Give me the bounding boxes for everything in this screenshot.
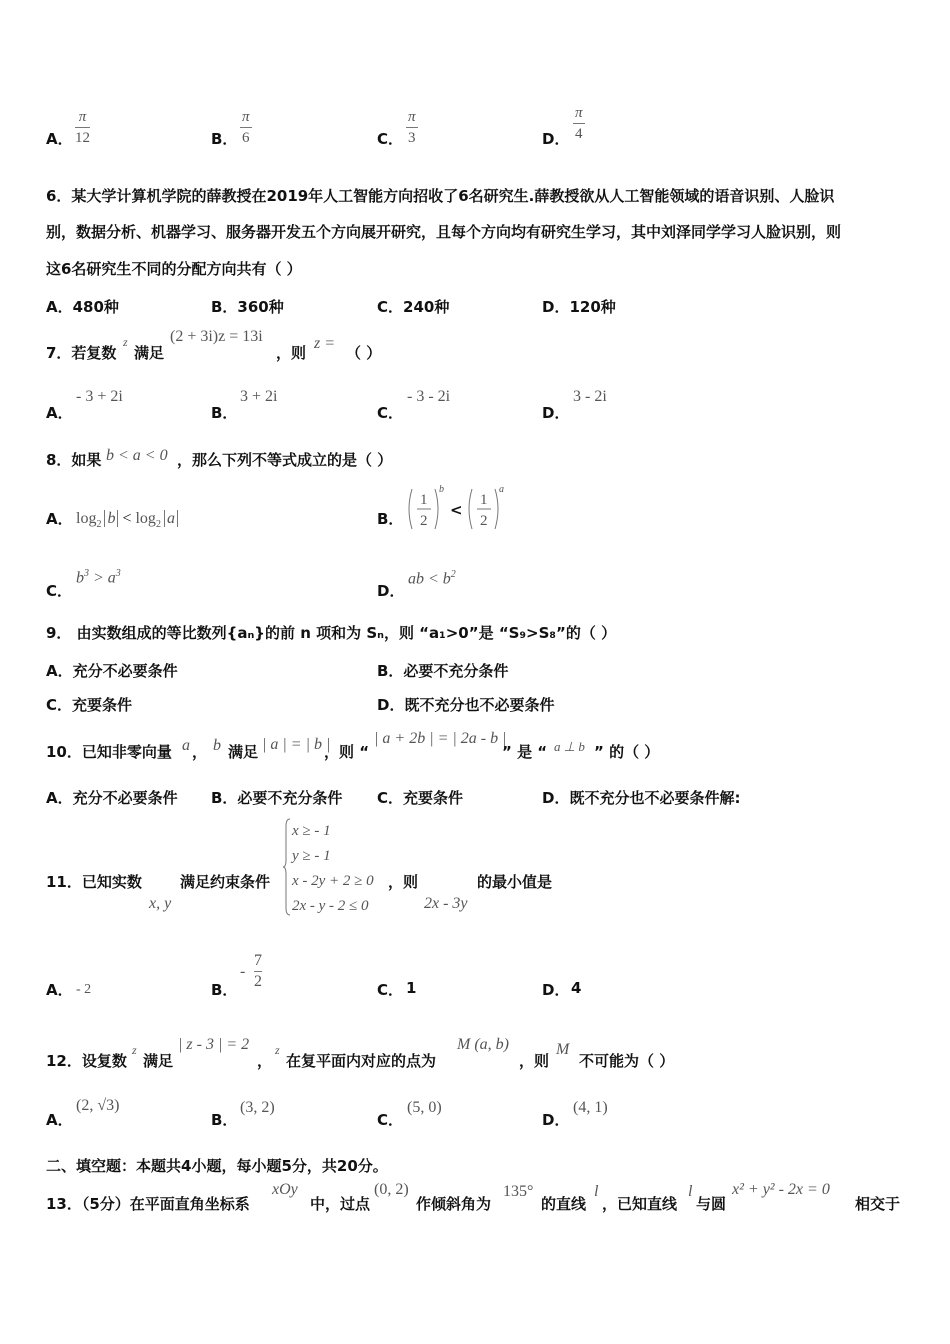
q5-option-c-fraction — [406, 109, 418, 146]
q6-stem-line2: 别，数据分析、机器学习、服务器开发五个方向展开研究，且每个方向均有研究生学习，其中刘泽同学学习人脸识别，则 — [46, 223, 842, 241]
lt-sign: < — [450, 501, 463, 519]
q11-brace — [283, 818, 291, 916]
log-base: 2 — [155, 519, 161, 531]
q11-option-a-value: - 2 — [76, 982, 92, 997]
q13-line-l2: l — [688, 1183, 693, 1200]
q10-end: ” 的（ ） — [594, 743, 660, 761]
q12-sep: ， — [257, 1052, 273, 1070]
fraction-numerator: π — [242, 109, 250, 125]
frac-den-1: 2 — [420, 513, 428, 529]
less-than: < — [122, 510, 132, 527]
constraint-3: x - 2y + 2 ≥ 0 — [292, 873, 374, 889]
q5-option-d-fraction — [573, 105, 585, 142]
q12-option-b-letter: B． — [211, 1111, 238, 1129]
q12-then: ，则 — [519, 1052, 550, 1070]
q11-mid: 满足约束条件 — [180, 873, 271, 891]
q11-prefix: 11．已知实数 — [46, 873, 142, 891]
q12-variable-z: z — [132, 1043, 137, 1057]
q6-option-c: C．240种 — [377, 298, 450, 316]
q10-vector-a: a — [182, 737, 190, 754]
q12-condition: | z - 3 | = 2 — [178, 1036, 250, 1053]
fraction-numerator: π — [575, 105, 583, 121]
q12-option-b-value: (3, 2) — [240, 1099, 275, 1116]
q11-option-d-value: 4 — [571, 979, 582, 997]
q12-option-a-letter: A． — [46, 1111, 73, 1129]
q11-option-b-letter: B． — [211, 981, 238, 999]
q13-mid5: 与圆 — [696, 1195, 727, 1213]
q11-option-b-fraction — [254, 953, 262, 990]
q13-system: xOy — [272, 1181, 298, 1198]
exp-3: 3 — [115, 568, 121, 579]
q11-option-d-letter: D． — [542, 981, 570, 999]
q11-constraints — [292, 819, 374, 919]
q7-option-d-letter: D． — [542, 404, 570, 422]
q12-mid2: 在复平面内对应的点为 — [286, 1052, 437, 1070]
q7-option-d-value: 3 - 2i — [573, 388, 607, 405]
q12-point: M (a, b) — [457, 1036, 509, 1053]
fraction-denominator: 2 — [254, 973, 262, 990]
q12-prefix: 12．设复数 — [46, 1052, 127, 1070]
q10-then: ，则 “ — [324, 743, 370, 761]
section-2-heading: 二、填空题：本题共4小题，每小题5分，共20分。 — [46, 1157, 388, 1175]
fraction-denominator: 3 — [408, 130, 416, 146]
q7-then: ，则 — [276, 344, 307, 362]
q7-ask: z = — [314, 335, 336, 352]
q10-condition: | a | = | b | — [262, 736, 331, 753]
q7-option-a-value: - 3 + 2i — [76, 388, 123, 405]
q8-option-a-expression — [76, 510, 178, 530]
frac-den-2: 2 — [480, 513, 488, 529]
q6-option-d: D．120种 — [542, 298, 616, 316]
less-than: < — [428, 570, 439, 588]
q9-option-d: D．既不充分也不必要条件 — [377, 696, 555, 714]
q8-option-a-letter: A． — [46, 510, 73, 528]
q10-is: ” 是 “ — [502, 743, 548, 761]
q11-option-c-letter: C． — [377, 981, 404, 999]
frac-num-1: 1 — [420, 492, 428, 508]
log-text: log — [76, 510, 97, 527]
q10-equation: | a + 2b | = | 2a - b | — [374, 730, 507, 747]
q10-perp: a ⊥ b — [554, 739, 585, 754]
q12-point-m: M — [556, 1041, 570, 1058]
q12-option-a-value: (2, √3) — [76, 1097, 120, 1114]
q9-stem: 9． 由实数组成的等比数列{aₙ}的前 n 项和为 Sₙ，则 “a₁>0”是 “S₉>S₈”的（ ） — [46, 624, 617, 642]
q7-option-b-value: 3 + 2i — [240, 388, 278, 405]
q8-condition: b < a < 0 — [106, 447, 168, 464]
q10-sep: ， — [192, 743, 208, 761]
q10-option-c: C．充要条件 — [377, 789, 464, 807]
q8-suffix: ，那么下列不等式成立的是（ ） — [177, 451, 393, 469]
q7-option-c-value: - 3 - 2i — [407, 388, 451, 405]
fraction-numerator: 7 — [254, 952, 262, 969]
constraint-4: 2x - y - 2 ≤ 0 — [292, 898, 369, 914]
q9-option-a: A．充分不必要条件 — [46, 662, 178, 680]
q13-end: 相交于 — [855, 1195, 901, 1213]
q12-end: 不可能为（ ） — [579, 1052, 675, 1070]
q8-option-d-expression — [408, 569, 456, 588]
exp-2: a — [499, 484, 504, 495]
product-ab: ab — [408, 570, 424, 588]
q10-option-d: D．既不充分也不必要条件解: — [542, 789, 741, 807]
base-b: b — [76, 569, 84, 587]
greater-than: > — [93, 569, 104, 587]
q7-mid: 满足 — [134, 344, 165, 362]
q7-equation: (2 + 3i)z = 13i — [170, 328, 263, 345]
base-b: b — [442, 570, 451, 588]
q10-option-b: B．必要不充分条件 — [211, 789, 343, 807]
q13-mid1: 中，过点 — [310, 1195, 371, 1213]
q11-variables: x, y — [149, 895, 172, 912]
q6-stem-line3: 这6名研究生不同的分配方向共有（ ） — [46, 260, 302, 278]
q13-mid3: 的直线 — [541, 1195, 587, 1213]
q10-mid: 满足 — [228, 743, 259, 761]
q5-option-c-letter: C． — [377, 130, 404, 148]
q5-option-d-letter: D． — [542, 130, 570, 148]
frac-num-2: 1 — [480, 492, 488, 508]
fraction-numerator: π — [408, 109, 416, 125]
q8-option-c-letter: C． — [46, 582, 73, 600]
q5-option-b-letter: B． — [211, 130, 238, 148]
q12-mid: 满足 — [143, 1052, 174, 1070]
exp-1: b — [439, 484, 444, 495]
fraction-denominator: 12 — [75, 130, 90, 146]
abs-value-a: a — [164, 510, 178, 527]
q10-vector-b: b — [213, 737, 221, 754]
q12-option-d-value: (4, 1) — [573, 1099, 608, 1116]
q11-option-a-letter: A． — [46, 981, 73, 999]
q8-option-b-expression — [405, 484, 510, 538]
q7-option-c-letter: C． — [377, 404, 404, 422]
exp-3: 3 — [84, 568, 89, 579]
q13-prefix: 13．（5分）在平面直角坐标系 — [46, 1195, 250, 1213]
q5-option-a-letter: A． — [46, 130, 73, 148]
brace-icon — [283, 818, 291, 916]
abs-value-b: b — [104, 510, 118, 527]
q9-option-c: C．充要条件 — [46, 696, 133, 714]
q10-option-a: A．充分不必要条件 — [46, 789, 178, 807]
q7-paren: （ ） — [346, 344, 382, 362]
q13-line-l: l — [594, 1183, 599, 1200]
q11-then: ，则 — [388, 873, 419, 891]
q7-option-b-letter: B． — [211, 404, 238, 422]
q5-option-a-fraction — [75, 109, 90, 146]
q12-option-c-letter: C． — [377, 1111, 404, 1129]
q10-prefix: 10．已知非零向量 — [46, 743, 172, 761]
q7-variable-z: z — [123, 335, 128, 349]
q13-angle: 135° — [503, 1183, 534, 1200]
option-b-svg — [405, 484, 510, 534]
q12-option-d-letter: D． — [542, 1111, 570, 1129]
q6-option-b: B．360种 — [211, 298, 284, 316]
q11-end: 的最小值是 — [477, 873, 553, 891]
constraint-2: y ≥ - 1 — [292, 848, 331, 864]
q5-option-b-fraction — [240, 109, 252, 146]
q7-prefix: 7．若复数 — [46, 344, 117, 362]
q6-stem-line1: 6．某大学计算机学院的薛教授在2019年人工智能方向招收了6名研究生.薛教授欲从人工智能领域的语音识别、人脸识 — [46, 187, 835, 205]
q13-point: (0, 2) — [374, 1181, 409, 1198]
q8-option-c-expression — [76, 568, 121, 587]
q9-option-b: B．必要不充分条件 — [377, 662, 509, 680]
q6-option-a: A．480种 — [46, 298, 119, 316]
log-base: 2 — [96, 519, 102, 531]
q13-circle: x² + y² - 2x = 0 — [732, 1181, 830, 1198]
q13-mid2: 作倾斜角为 — [416, 1195, 492, 1213]
exp-2: 2 — [450, 569, 456, 580]
q11-expression: 2x - 3y — [424, 895, 468, 912]
q8-option-d-letter: D． — [377, 582, 405, 600]
fraction-denominator: 4 — [575, 126, 583, 142]
constraint-1: x ≥ - 1 — [292, 823, 331, 839]
fraction-denominator: 6 — [242, 130, 250, 146]
q7-option-a-letter: A． — [46, 404, 73, 422]
q11-option-c-value: 1 — [406, 979, 417, 997]
q8-prefix: 8．如果 — [46, 451, 102, 469]
log-text: log — [135, 510, 156, 527]
q13-mid4: ，已知直线 — [602, 1195, 678, 1213]
q12-variable-z2: z — [275, 1043, 280, 1057]
q11-option-b-sign: - — [240, 963, 246, 980]
q12-option-c-value: (5, 0) — [407, 1099, 442, 1116]
base-a: a — [107, 569, 116, 587]
fraction-numerator: π — [78, 109, 87, 125]
q8-option-b-letter: B． — [377, 510, 404, 528]
